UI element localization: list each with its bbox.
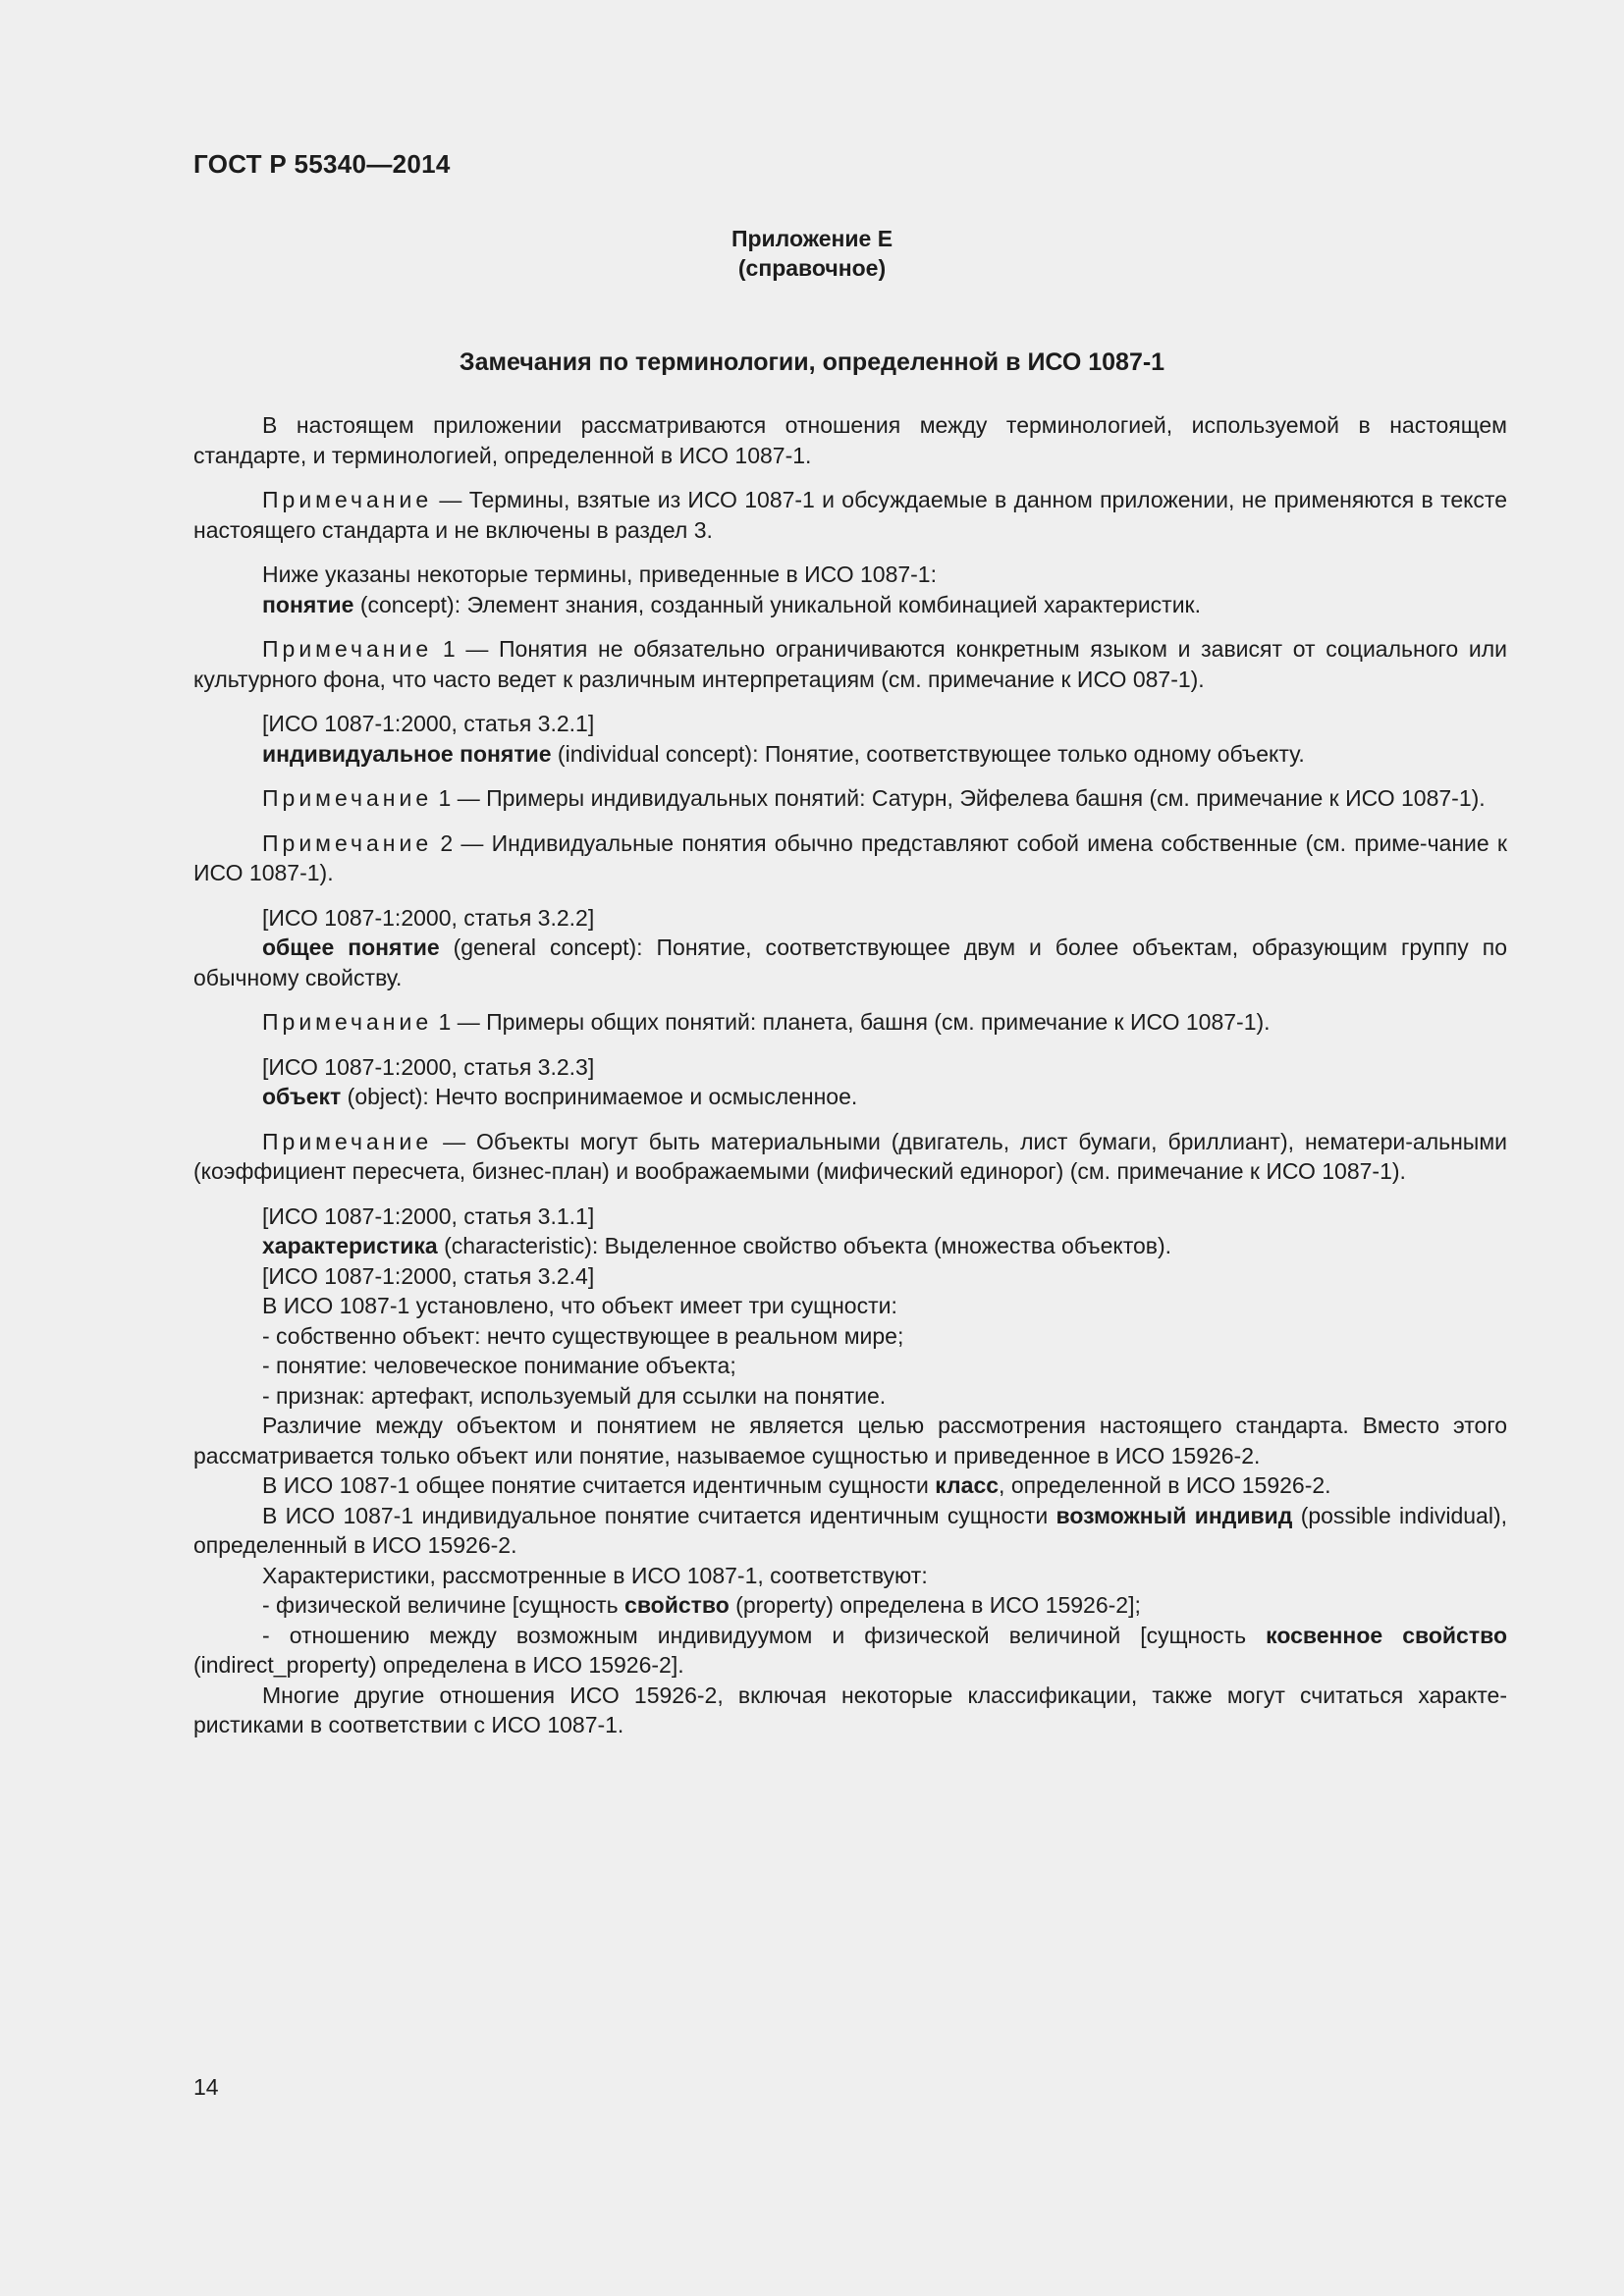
appendix-title: Замечания по терминологии, определенной в ИСО 1087-1 [459,348,1165,376]
term-definition: объект (object): Нечто воспринимаемое и осмысленное. [262,1084,858,1109]
statement: В ИСО 1087-1 установлено, что объект имеет три сущности: [262,1293,897,1318]
reference: [ИСО 1087-1:2000, статья 3.1.1] [262,1202,595,1229]
list-item: - собственно объект: нечто существующее в реальном мире; [262,1322,904,1349]
appendix-status: (справочное) [737,255,887,281]
page-number: 14 [193,2074,219,2100]
list-item: - физической величине [сущность свойство (property) определена в ИСО 15926-2]; [262,1592,1141,1618]
reference: [ИСО 1087-1:2000, статья 3.2.2] [262,904,595,931]
note-paragraph: Примечание 2 — Индивидуальные понятия обычно представляют собой имена собственные (см. приме-чание к ИСО 1087-1). [193,829,1507,885]
note-paragraph: Примечание 1 — Понятия не обязательно ограничиваются конкретным языком и зависят от социального или культурного фона, что часто ведет к различным интерпретациям (см. примечание к ИСО 087-1). [193,636,1507,692]
note-label: Примечание [262,829,433,856]
term-definition: общее понятие (general concept): Понятие, соответствующее двум и более объектам, образующим группу по обычному свойству. [193,934,1507,990]
note-label: Примечание [262,1128,433,1154]
document-body [193,410,1507,1740]
note-paragraph: Примечание 1 — Примеры индивидуальных понятий: Сатурн, Эйфелева башня (см. примечание к ИСО 1087-1). [262,785,1486,811]
reference: [ИСО 1087-1:2000, статья 3.2.1] [262,711,595,736]
note-label: Примечание [262,636,433,662]
term-definition: понятие (concept): Элемент знания, созданный уникальной комбинацией характеристик. [262,591,1201,617]
note-paragraph: Примечание 1 — Примеры общих понятий: планета, башня (см. примечание к ИСО 1087-1). [262,1009,1271,1035]
note-label: Примечание [262,487,433,512]
list-item: - отношению между возможным индивидуумом и физической величиной [сущность косвенное свойство (indirect_property) определена в ИСО 15926-2]. [193,1622,1507,1678]
note-label: Примечание [262,785,433,811]
reference: [ИСО 1087-1:2000, статья 3.2.3] [262,1053,595,1080]
terms-intro: Ниже указаны некоторые термины, приведенные в ИСО 1087-1: [262,561,937,587]
note-paragraph: Примечание — Термины, взятые из ИСО 1087-1 и обсуждаемые в данном приложении, не применяются в тексте настоящего стандарта и не включены в раздел 3. [193,487,1507,543]
intro-paragraph: В настоящем приложении рассматриваются отношения между терминологией, используемой в настоящем стандарте, и терминологией, определенной в ИСО 1087-1. [193,412,1507,468]
note-label: Примечание [262,1009,433,1035]
statement: В ИСО 1087-1 общее понятие считается идентичным сущности класс, определенной в ИСО 15926-2. [262,1472,1331,1498]
note-paragraph: Примечание — Объекты могут быть материальными (двигатель, лист бумаги, бриллиант), нематери-альными (коэффициент пересчета, бизнес-план) и воображаемыми (мифический единорог) (см. примечание к ИСО 1087-1). [193,1128,1507,1184]
term-definition: индивидуальное понятие (individual concept): Понятие, соответствующее только одному объекту. [262,740,1305,767]
statement: Различие между объектом и понятием не является целью рассмотрения настоящего стандарта. Вместо этого рассматривается только объект или понятие, называемое сущностью и приведенное в ИСО 15926-2. [193,1413,1507,1468]
document-header: ГОСТ Р 55340—2014 [193,149,451,179]
list-item: - признак: артефакт, используемый для ссылки на понятие. [262,1382,887,1409]
term: индивидуальное понятие [262,740,552,767]
term: характеристика [262,1233,438,1258]
list-item: - понятие: человеческое понимание объекта; [262,1353,736,1378]
term: объект [262,1084,342,1109]
term-definition: характеристика (characteristic): Выделенное свойство объекта (множества объектов). [262,1233,1172,1258]
term: понятие [262,591,354,617]
statement: Многие другие отношения ИСО 15926-2, включая некоторые классификации, также могут считаться характе-ристиками в соответствии с ИСО 1087-1. [193,1682,1507,1737]
reference: [ИСО 1087-1:2000, статья 3.2.4] [262,1262,595,1289]
term: общее понятие [262,934,440,960]
statement: В ИСО 1087-1 индивидуальное понятие считается идентичным сущности возможный индивид (possible individual), определенный в ИСО 15926-2. [193,1502,1508,1558]
appendix-heading [0,224,1624,283]
statement: Характеристики, рассмотренные в ИСО 1087-1, соответствуют: [262,1562,928,1588]
appendix-label: Приложение Е [731,226,893,251]
